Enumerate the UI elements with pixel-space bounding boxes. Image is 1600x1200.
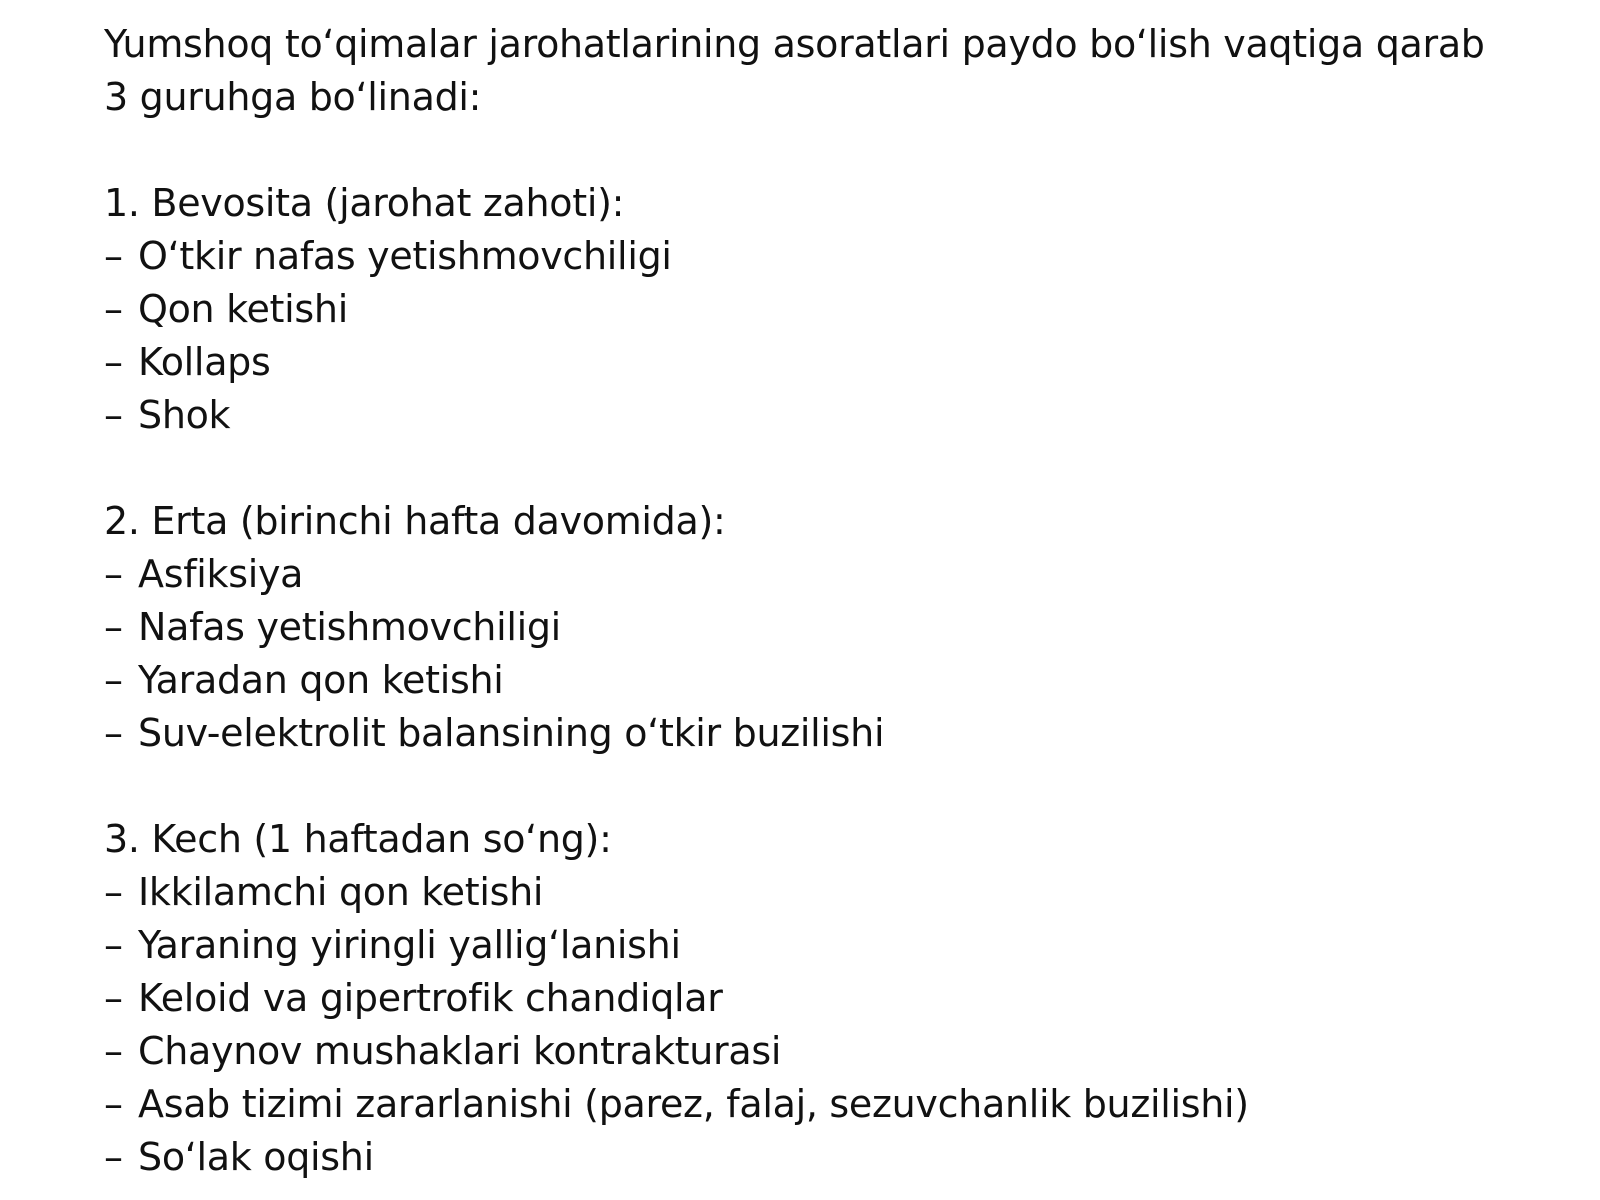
dash-marker: – (104, 393, 123, 437)
dash-marker: – (104, 658, 123, 702)
list-item-text: O‘tkir nafas yetishmovchiligi (138, 234, 672, 278)
dash-marker: – (104, 870, 123, 914)
list-item-text: Asab tizimi zararlanishi (parez, falaj, sezuvchanlik buzilishi) (138, 1082, 1249, 1126)
list-item-text: Keloid va gipertrofik chandiqlar (138, 976, 723, 1020)
section-heading: 2. Erta (birinchi hafta davomida): (104, 499, 726, 543)
list-item (104, 1131, 1540, 1184)
complication-list (104, 230, 1540, 442)
list-item-text: Yaradan qon ketishi (138, 658, 504, 702)
section-heading: 1. Bevosita (jarohat zahoti): (104, 181, 625, 225)
list-item (104, 601, 1540, 654)
section-late (104, 813, 1540, 1184)
complication-list (104, 548, 1540, 760)
list-item-text: Chaynov mushaklari kontrakturasi (138, 1029, 782, 1073)
dash-marker: – (104, 976, 123, 1020)
list-item (104, 972, 1540, 1025)
section-immediate (104, 177, 1540, 442)
list-item (104, 1078, 1540, 1131)
list-item (104, 230, 1540, 283)
dash-marker: – (104, 711, 123, 755)
list-item-text: Shok (138, 393, 231, 437)
list-item (104, 919, 1540, 972)
list-item (104, 654, 1540, 707)
dash-marker: – (104, 1029, 123, 1073)
dash-marker: – (104, 552, 123, 596)
dash-marker: – (104, 923, 123, 967)
dash-marker: – (104, 605, 123, 649)
list-item (104, 336, 1540, 389)
list-item (104, 389, 1540, 442)
dash-marker: – (104, 1135, 123, 1179)
list-item (104, 866, 1540, 919)
list-item-text: Suv-elektrolit balansining o‘tkir buzilishi (138, 711, 885, 755)
list-item-text: Qon ketishi (138, 287, 348, 331)
list-item-text: So‘lak oqishi (138, 1135, 374, 1179)
dash-marker: – (104, 287, 123, 331)
list-item (104, 1025, 1540, 1078)
complication-list (104, 866, 1540, 1184)
list-item-text: Asfiksiya (138, 552, 304, 596)
list-item-text: Yaraning yiringli yallig‘lanishi (138, 923, 681, 967)
section-early (104, 495, 1540, 760)
list-item-text: Kollaps (138, 340, 271, 384)
dash-marker: – (104, 1082, 123, 1126)
list-item (104, 707, 1540, 760)
dash-marker: – (104, 234, 123, 278)
intro-paragraph: Yumshoq to‘qimalar jarohatlarining asoratlari paydo bo‘lish vaqtiga qarab 3 guruhga bo‘linadi: (104, 22, 1485, 119)
section-heading: 3. Kech (1 haftadan so‘ng): (104, 817, 612, 861)
list-item-text: Ikkilamchi qon ketishi (138, 870, 544, 914)
list-item-text: Nafas yetishmovchiligi (138, 605, 561, 649)
dash-marker: – (104, 340, 123, 384)
list-item (104, 548, 1540, 601)
list-item (104, 283, 1540, 336)
